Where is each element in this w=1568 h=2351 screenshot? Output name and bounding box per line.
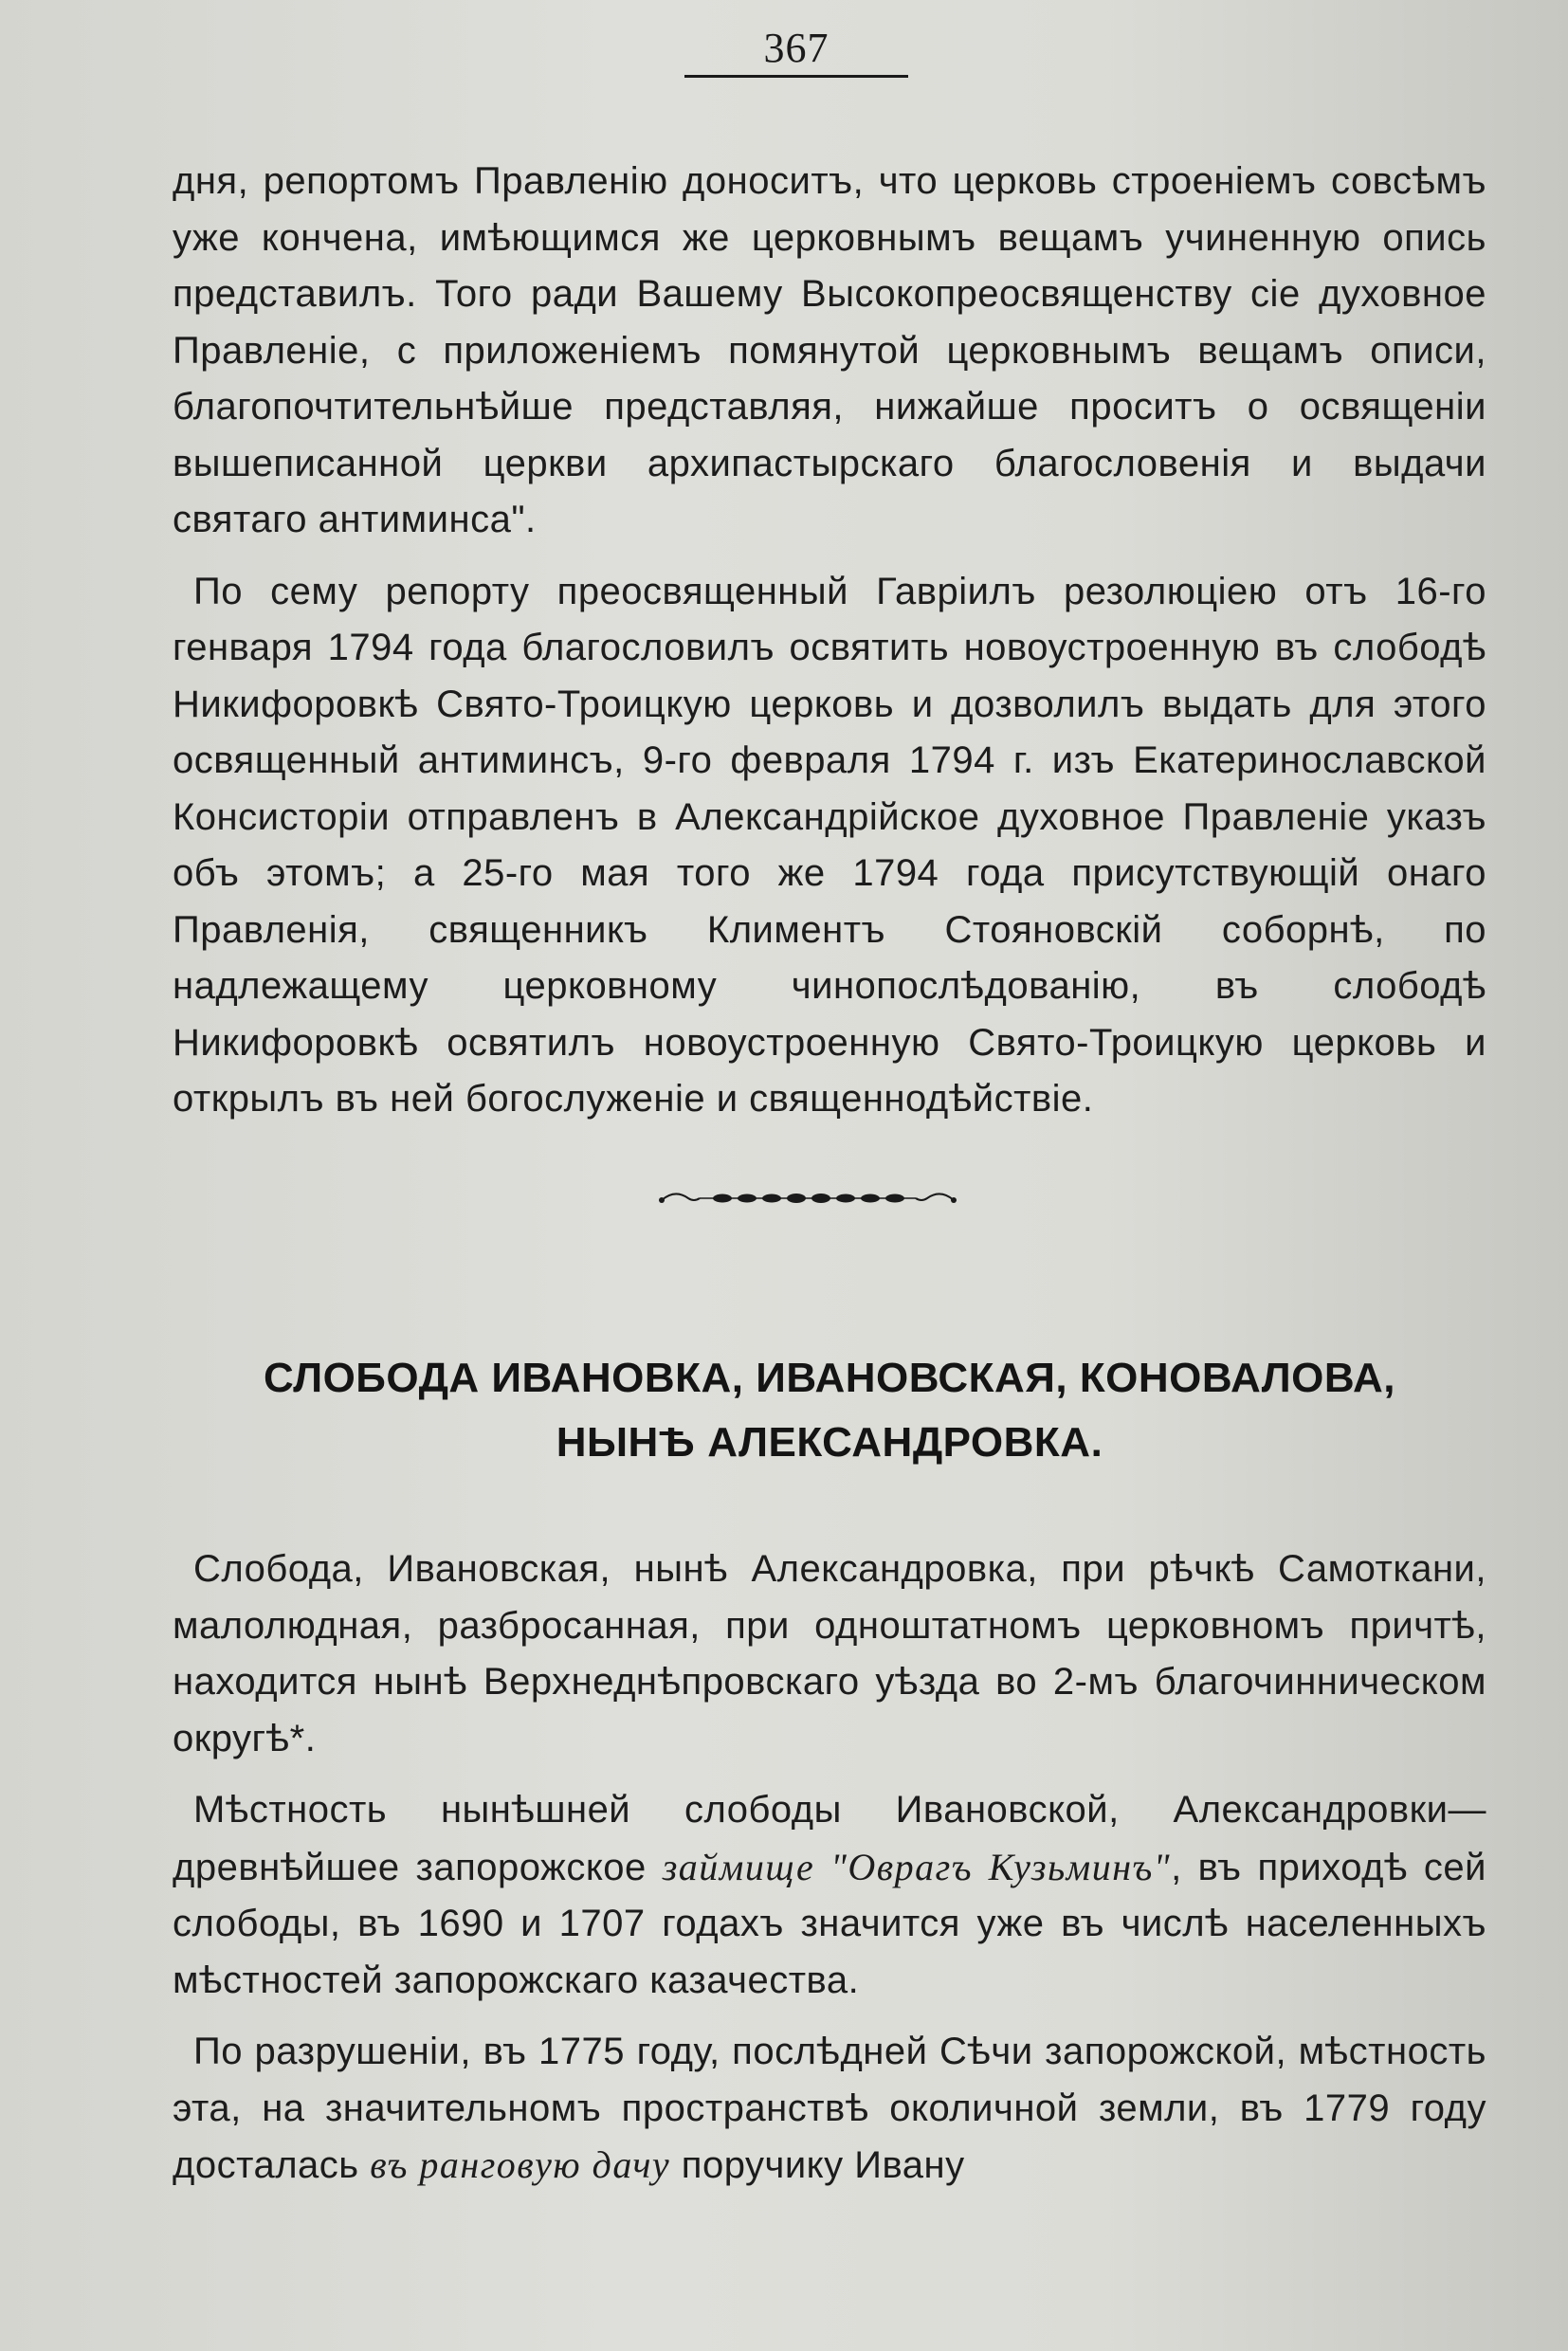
- section-heading: [173, 1346, 1486, 1475]
- paragraph-continuation: дня, репортомъ Правленію доноситъ, что церковь строеніемъ совсѣмъ уже кончена, имѣющимся же церковнымъ вещамъ учиненную опись представилъ. Того ради Вашему Высокопреосвященству сіе духовное Правленіе, с приложеніемъ помянутой церковнымъ вещамъ описи, благопочтительнѣйше представляя, нижайше проситъ о освященіи вышеписанной церкви архипастырскаго благословенія и выдачи святаго антиминса".: [173, 160, 1486, 540]
- paragraph-locality-text-b: , въ приходѣ сей слободы, въ 1690 и 1707 годахъ значится уже въ числѣ населенныхъ мѣстностей запорожскаго казачества.: [173, 1846, 1487, 2001]
- section-heading-line-1: СЛОБОДА ИВАНОВКА, ИВАНОВСКАЯ, КОНОВАЛОВА,: [264, 1355, 1395, 1401]
- paragraph-sech-destruction: [173, 2024, 1486, 2195]
- bottom-text-block: [173, 1541, 1486, 2195]
- page-number-underline: [684, 75, 908, 78]
- page-number: 367: [763, 25, 830, 71]
- paragraph-sloboda-description: Слобода, Ивановская, нынѣ Александровка, при рѣчкѣ Самоткани, малолюдная, разбросанная, при одноштатномъ церковномъ причтѣ, находится нынѣ Верхнеднѣпровскаго уѣзда во 2-мъ благочинническом округѣ*.: [173, 1548, 1486, 1759]
- paragraph-locality-italic: займище "Оврагъ Кузьминъ": [662, 1845, 1172, 1888]
- paragraph-resolution: По сему репорту преосвященный Гавріилъ резолюціею отъ 16-го генваря 1794 года благословилъ освятить новоустроенную въ слободѣ Никифоровкѣ Свято-Троицкую церковь и дозволилъ выдать для этого освященный антиминсъ, 9-го февраля 1794 г. изъ Екатеринославской Консисторіи отправленъ в Александрійское духовное Правленіе указъ объ этомъ; а 25-го мая того же 1794 года присутствующій онаго Правленія, священникъ Климентъ Стояновскій соборнѣ, по надлежащему церковному чинопослѣдованію, въ слободѣ Никифоровкѣ освятилъ новоустроенную Свято-Троицкую церковь и открылъ въ ней богослуженіе и священнодѣйствіе.: [173, 570, 1486, 1120]
- ornamental-divider-icon: [656, 1179, 959, 1217]
- top-text-block: [173, 154, 1486, 1128]
- paragraph-locality-text-a: Мѣстность нынѣшней слободы Ивановской, Александровки—древнѣйшее запорожское: [173, 1789, 1486, 1888]
- paragraph-sech-text-b: поручику Ивану: [670, 2144, 965, 2186]
- paragraph-locality-history: [173, 1782, 1486, 2009]
- paragraph-sech-italic: въ ранговую дачу: [370, 2143, 671, 2186]
- paragraph-sech-text-a: По разрушеніи, въ 1775 году, послѣдней Сѣчи запорожской, мѣстность эта, на значительномъ пространствѣ околичной земли, въ 1779 году досталась: [173, 2031, 1486, 2186]
- section-heading-line-2: НЫНѢ АЛЕКСАНДРОВКА.: [556, 1419, 1103, 1466]
